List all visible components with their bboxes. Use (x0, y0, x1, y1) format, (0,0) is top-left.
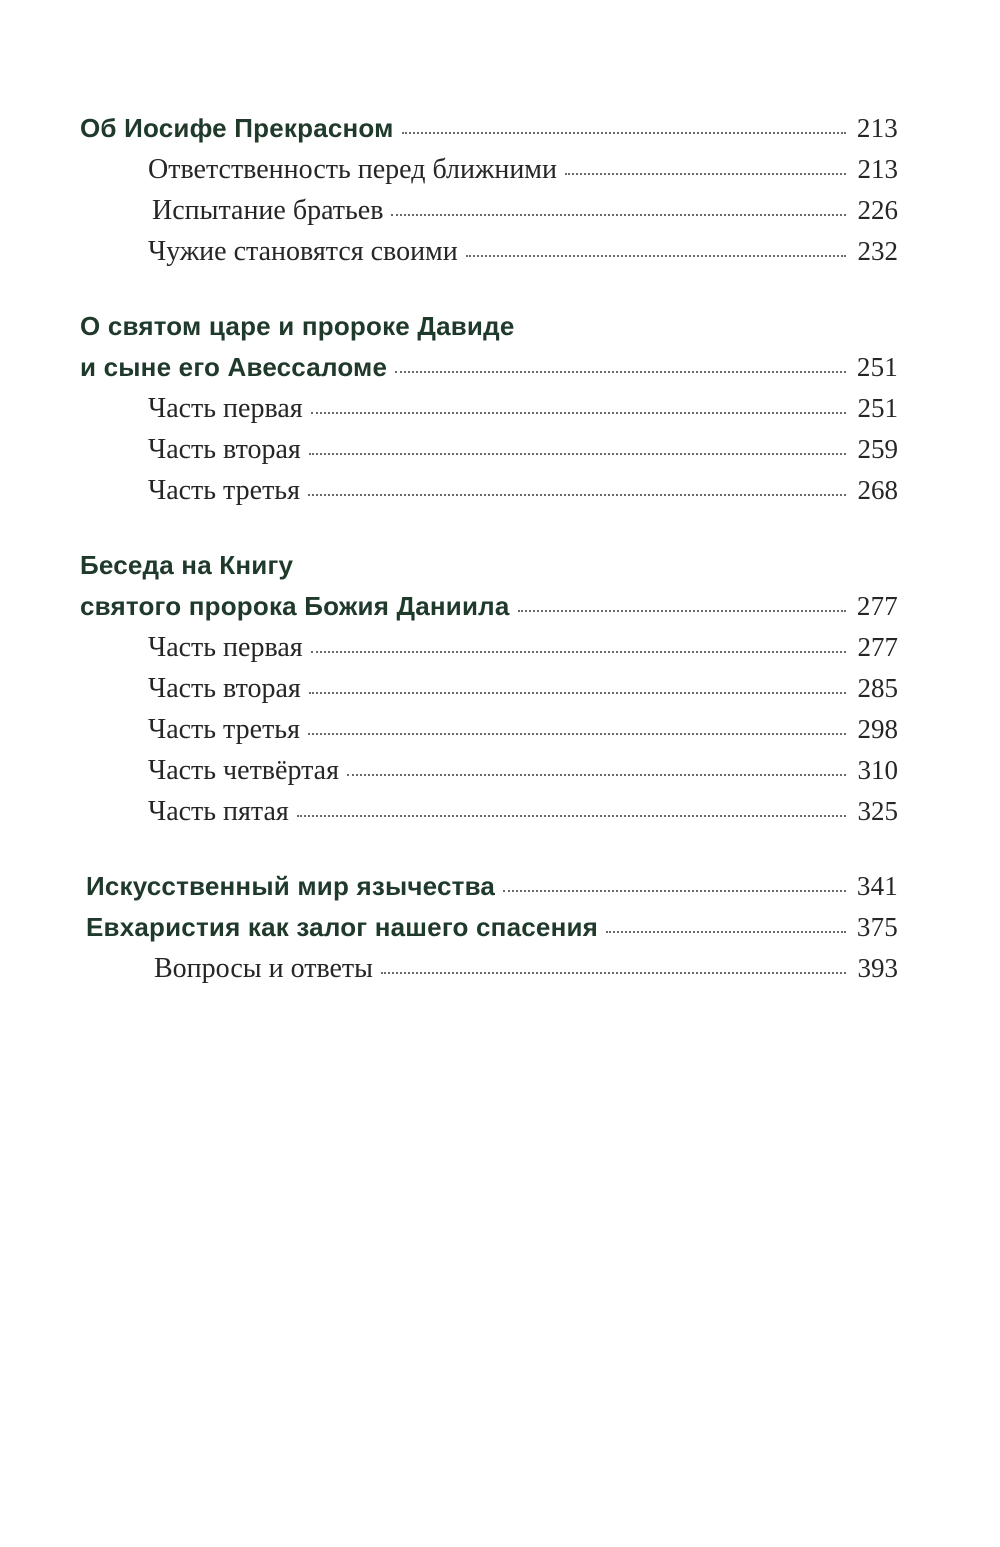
toc-sub-entry[interactable] (80, 190, 898, 231)
toc-sub-title: Часть третья (148, 475, 300, 506)
toc-sub-entry[interactable] (80, 709, 898, 750)
toc-page-number: 251 (856, 352, 898, 382)
toc-heading-title: Искусственный мир язычества (86, 871, 496, 901)
toc-sub-title: Часть первая (148, 393, 303, 424)
toc-leader-dots (391, 214, 846, 216)
toc-leader-dots (309, 453, 846, 455)
toc-leader-dots (565, 173, 846, 175)
toc-page-number: 341 (856, 871, 898, 901)
toc-leader-dots (381, 972, 846, 974)
toc-sub-title: Часть третья (148, 714, 300, 745)
toc-page-number: 277 (856, 591, 898, 621)
toc-page-number: 213 (856, 113, 898, 143)
toc-sub-entry[interactable] (80, 668, 898, 709)
table-of-contents (80, 108, 898, 1023)
toc-section-final (80, 866, 898, 989)
toc-page-number: 226 (857, 195, 898, 225)
toc-sub-title: Ответственность перед ближними (148, 154, 558, 185)
toc-page-number: 251 (857, 393, 898, 423)
toc-page-number: 393 (857, 953, 898, 983)
toc-sub-entry[interactable] (80, 149, 898, 190)
toc-heading-entry[interactable] (80, 347, 898, 388)
toc-page-number: 259 (857, 434, 898, 464)
toc-page-number: 298 (857, 714, 898, 744)
toc-leader-dots (606, 931, 846, 933)
toc-sub-title: Испытание братьев (152, 195, 384, 226)
toc-sub-entry[interactable] (80, 750, 898, 791)
toc-heading-entry[interactable] (80, 907, 898, 948)
toc-leader-dots (311, 651, 846, 653)
toc-leader-dots (518, 610, 846, 612)
toc-leader-dots (311, 412, 846, 414)
toc-sub-entry[interactable] (80, 627, 898, 668)
toc-page-number: 285 (857, 673, 898, 703)
toc-leader-dots (308, 494, 846, 496)
toc-page-number: 375 (856, 912, 898, 942)
toc-heading-title: Евхаристия как залог нашего спасения (86, 912, 599, 942)
toc-heading-title: святого пророка Божия Даниила (80, 591, 510, 621)
toc-leader-dots (503, 890, 846, 892)
toc-sub-entry[interactable] (80, 791, 898, 832)
toc-sub-entry[interactable] (80, 429, 898, 470)
toc-heading-first-line: Беседа на Книгу (80, 550, 294, 580)
toc-section-joseph (80, 108, 898, 272)
toc-leader-dots (466, 255, 846, 257)
toc-heading-entry[interactable] (80, 108, 898, 149)
toc-page-number: 310 (857, 755, 898, 785)
toc-page-number: 268 (857, 475, 898, 505)
toc-leader-dots (297, 815, 846, 817)
toc-heading-title: Об Иосифе Прекрасном (80, 113, 394, 143)
toc-heading-entry[interactable] (80, 586, 898, 627)
toc-sub-title: Чужие становятся своими (148, 236, 458, 267)
toc-sub-title: Часть четвёртая (148, 755, 339, 786)
toc-heading-first-line: О святом царе и пророке Давиде (80, 311, 515, 341)
toc-leader-dots (402, 132, 846, 134)
toc-sub-title: Часть вторая (148, 434, 301, 465)
toc-leader-dots (395, 371, 846, 373)
toc-sub-entry[interactable] (80, 470, 898, 511)
toc-page-number: 325 (857, 796, 898, 826)
toc-sub-title: Часть вторая (148, 673, 301, 704)
toc-leader-dots (308, 733, 846, 735)
toc-sub-title: Часть первая (148, 632, 303, 663)
toc-sub-entry[interactable] (80, 948, 898, 989)
toc-page-number: 277 (857, 632, 898, 662)
toc-section-david (80, 306, 898, 511)
toc-leader-dots (347, 774, 846, 776)
toc-heading-entry[interactable] (80, 866, 898, 907)
toc-leader-dots (309, 692, 846, 694)
toc-sub-title: Вопросы и ответы (154, 953, 373, 984)
toc-sub-entry[interactable] (80, 231, 898, 272)
toc-section-daniel (80, 545, 898, 832)
toc-page-number: 213 (857, 154, 898, 184)
toc-page-number: 232 (857, 236, 898, 266)
toc-sub-entry[interactable] (80, 388, 898, 429)
toc-sub-title: Часть пятая (148, 796, 289, 827)
toc-heading-title: и сыне его Авессаломе (80, 352, 388, 382)
